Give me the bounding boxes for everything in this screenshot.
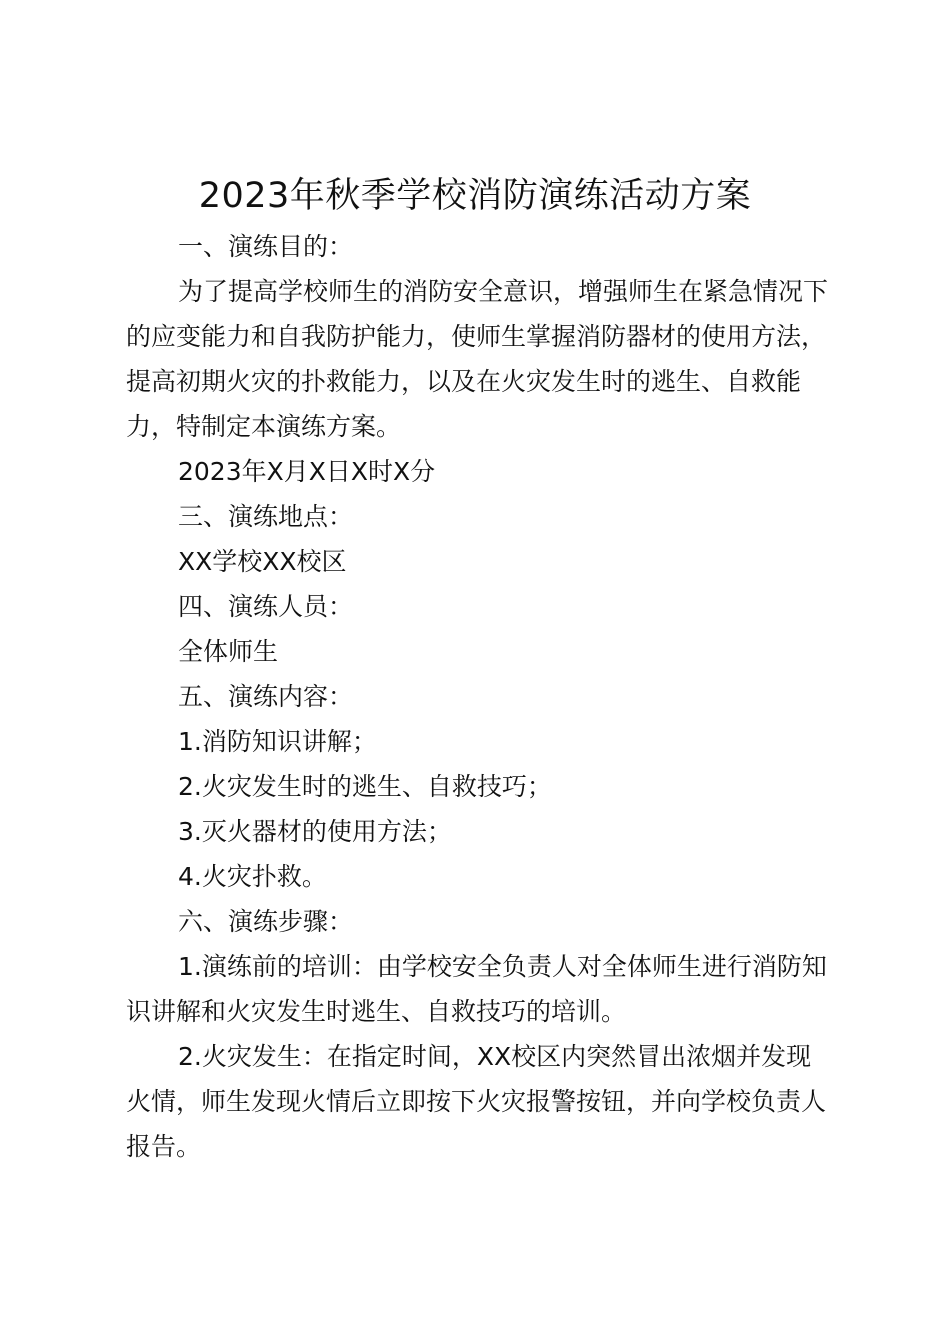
section-heading-location: 三、演练地点： bbox=[178, 502, 354, 531]
step-paragraph: 1.演练前的培训：由学校安全负责人对全体师生进行消防知识讲解和火灾发生时逃生、自救技巧的培训。 bbox=[126, 952, 827, 1026]
drill-time: 2023年X月X日X时X分 bbox=[178, 457, 436, 486]
section-heading-steps: 六、演练步骤： bbox=[178, 907, 354, 936]
drill-personnel: 全体师生 bbox=[178, 637, 279, 666]
drill-location: XX学校XX校区 bbox=[178, 547, 347, 576]
step-paragraph: 2.火灾发生：在指定时间，XX校区内突然冒出浓烟并发现火情，师生发现火情后立即按下火灾报警按钮，并向学校负责人报告。 bbox=[126, 1042, 827, 1161]
content-item: 3.灭火器材的使用方法； bbox=[178, 817, 452, 846]
document-body bbox=[126, 224, 836, 1169]
content-item: 1.消防知识讲解； bbox=[178, 727, 377, 756]
purpose-paragraph: 为了提高学校师生的消防安全意识，增强师生在紧急情况下的应变能力和自我防护能力，使师生掌握消防器材的使用方法，提高初期火灾的扑救能力，以及在火灾发生时的逃生、自救能力，特制定本演练方案。 bbox=[126, 277, 829, 441]
section-heading-personnel: 四、演练人员： bbox=[178, 592, 354, 621]
content-item: 4.火灾扑救。 bbox=[178, 862, 327, 891]
document-title: 2023年秋季学校消防演练活动方案 bbox=[198, 176, 752, 216]
section-heading-purpose: 一、演练目的： bbox=[178, 232, 354, 261]
section-heading-content: 五、演练内容： bbox=[178, 682, 354, 711]
content-item: 2.火灾发生时的逃生、自救技巧； bbox=[178, 772, 552, 801]
